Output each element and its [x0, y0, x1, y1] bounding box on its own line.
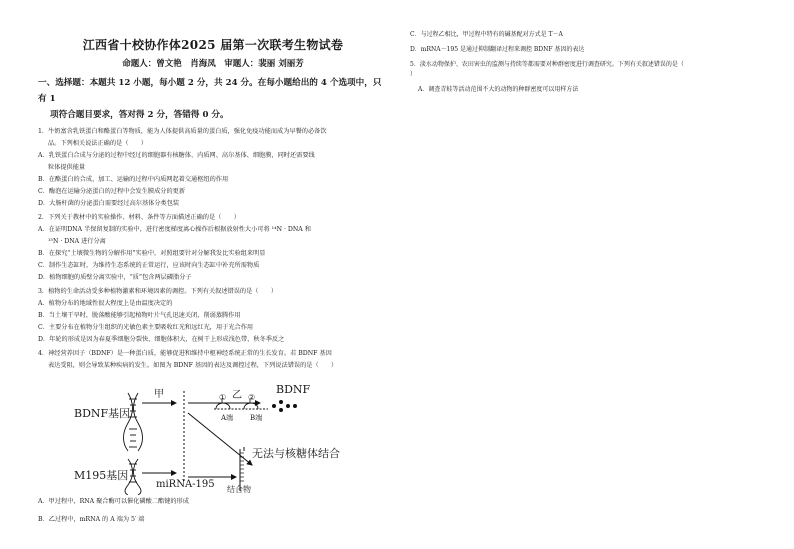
question-4-stem-line2: 表达受阻，则会导致某种疾病的发生。如图为 BDNF 基因的表达及调控过程，下列说法错误的是（ ） [48, 362, 338, 369]
label-bdnf-gene: BDNF基因 [74, 407, 131, 420]
complex-ticks [240, 453, 244, 481]
question-5-stem-line1: 5．淡水动物保护、农田害虫的监测与持续等都需要对种群密度进行调查研究。下列有关叙述错误的是（ [410, 61, 684, 68]
bdnf-regulation-diagram [38, 373, 388, 495]
right-column [410, 28, 770, 100]
question-3-option-a: A．植物分布的地域性很大程度上是由温度决定的 [38, 300, 173, 307]
section-heading-line2: 项符合题目要求，答对得 2 分，答错得 0 分。 [50, 110, 229, 120]
section-heading-line1: 一、选择题：本题共 12 小题，每小题 2 分，共 24 分。在每小题给出的 4 个选项中，只有 1 [38, 78, 382, 104]
exam-authors: 命题人：曾文艳 肖海凤 审题人：裴丽 刘丽芳 [122, 59, 304, 69]
question-2-option-a-line1: A．在证明DNA 半保留复制的实验中，进行密度梯度离心操作后根据放射性大小可将 ¹⁴N · DNA 和 [38, 226, 311, 233]
question-3 [38, 287, 388, 345]
label-process-jia: 甲 [154, 389, 164, 400]
question-2-option-d: D．植物细胞的质壁分离实验中，“质”包含两层磷脂分子 [38, 274, 192, 281]
ribosome-1 [216, 403, 230, 409]
question-4-stem-line1: 4．神经营养因子（BDNF）是一种蛋白质，能够促进和维持中枢神经系统正常的生长发育。若 BDNF 基因 [38, 350, 332, 357]
question-1-option-b: B．在酪蛋白的合成、加工、运输的过程中内质网起着交通枢纽的作用 [38, 176, 229, 183]
label-end-a: A端 [221, 414, 234, 422]
question-3-stem: 3．植物的生命活动受多种植物激素和环境因素的调控。下列有关叙述错误的是（ ） [38, 288, 278, 295]
question-2-option-c: C．制作生态缸时，为维持生态系统的正常运行，应该时向生态缸中补充所需物质 [38, 262, 260, 269]
label-circle-2: ② [248, 393, 256, 402]
question-5-stem-line2: ） [410, 71, 417, 78]
label-mirna-195: miRNA-195 [156, 479, 215, 490]
bdnf-protein-dots [272, 400, 297, 412]
question-4-option-b: B．乙过程中，mRNA 的 A 端为 5′ 端 [38, 516, 145, 523]
label-m195-gene: M195基因 [74, 469, 129, 482]
question-1-option-d: D．大肠杆菌的分泌蛋白需要经过高尔基体分类包装 [38, 200, 180, 207]
bdnf-dna-helix [124, 393, 143, 451]
ribosome-2 [244, 403, 258, 409]
label-bdnf-protein: BDNF [276, 383, 311, 396]
question-1 [38, 127, 388, 209]
question-4 [38, 349, 388, 525]
question-1-option-a-line1: A．乳铁蛋白合成与分泌的过程中经过的细胞器有核糖体、内质网、高尔基体、细胞膜，同时还需要线 [38, 152, 315, 159]
question-4-option-c: C．与过程乙相比，甲过程中特有的碱基配对方式是 T－A [410, 31, 563, 38]
label-end-b: B端 [250, 414, 263, 422]
question-1-stem-line1: 1．牛奶富含乳铁蛋白和酪蛋白等物质，能为人体提供高质量的蛋白质，强化免疫功能而成为早餐的必备饮 [38, 128, 327, 135]
label-process-yi: 乙 [232, 390, 242, 401]
question-3-option-b: B．当土壤干旱时，脱落酸能够引起植物叶片气孔迅速关闭，削弱蒸腾作用 [38, 312, 241, 319]
question-1-option-a-line2: 粒体提供能量 [48, 164, 86, 171]
exam-title: 江西省十校协作体2025 届第一次联考生物试卷 [82, 38, 344, 52]
question-1-option-c: C．酶泡在运输分泌蛋白的过程中会发生膜成分的更新 [38, 188, 186, 195]
question-2-option-a-line2: ¹⁵N · DNA 进行分离 [48, 238, 106, 245]
question-2-stem: 2．下列关于教材中的实验操作、材料、条件等方面描述正确的是（ ） [38, 214, 240, 221]
label-no-ribosome-binding: 无法与核糖体结合 [252, 447, 340, 460]
question-4-option-a: A．甲过程中，RNA 聚合酶可以催化磷酸二酯键的形成 [38, 498, 189, 505]
question-3-option-c: C．主要分布在植物分生组织的光敏色素主要吸收红光和远红光，用于光合作用 [38, 324, 254, 331]
question-3-option-d: D．年轮的形成是因为春夏季细胞分裂快、细胞体积大，在树干上形成浅色带，秋冬季反之 [38, 336, 285, 343]
label-complex: 结合物 [227, 485, 251, 494]
question-4-option-d: D．mRNA－195 是通过抑制翻译过程来调控 BDNF 基因的表达 [410, 46, 585, 53]
section-heading [38, 75, 388, 123]
question-1-stem-line2: 品。下列相关说法正确的是（ ） [48, 140, 147, 147]
question-2-option-b: B．在探究“土壤微生物的分解作用”实验中，对照组要针对分解我发比实验组来明显 [38, 250, 266, 257]
question-2 [38, 213, 388, 283]
left-column [38, 36, 388, 527]
question-5-option-a: A．调查青蛙等活动范围不大的动物的种群密度可以用样方法 [418, 86, 579, 93]
label-circle-1: ① [219, 393, 227, 402]
